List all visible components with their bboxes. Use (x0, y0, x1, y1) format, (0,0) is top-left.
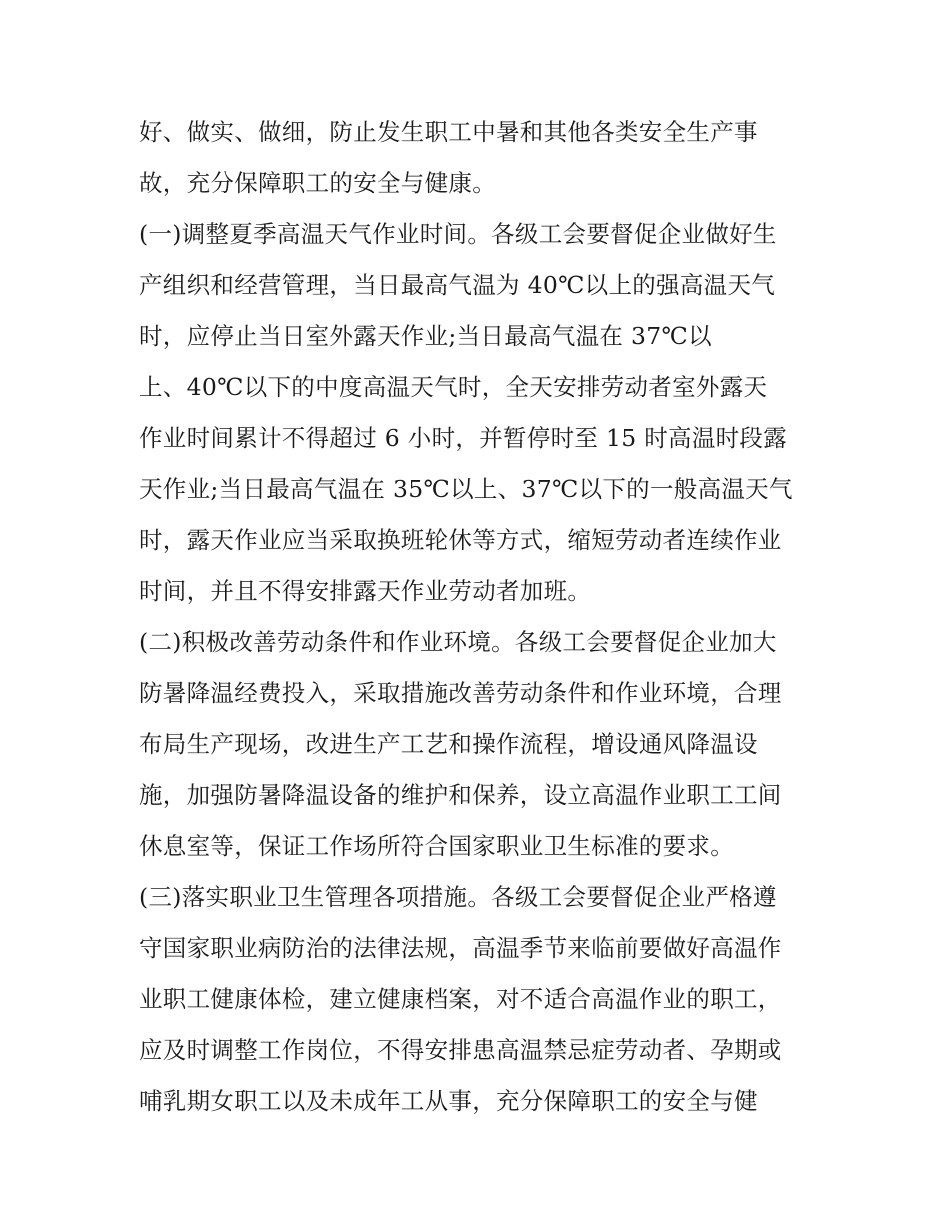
text-line: 布局生产现场，改进生产工艺和操作流程，增设通风降温设 (139, 730, 758, 758)
text-line: 应及时调整工作岗位，不得安排患高温禁忌症劳动者、孕期或 (139, 1036, 782, 1064)
text-line: 防暑降温经费投入，采取措施改善劳动条件和作业环境，合理 (139, 679, 782, 707)
section-3-heading-line: (三)落实职业卫生管理各项措施。各级工会要督促企业严格遵 (139, 883, 777, 911)
text-line: 时，露天作业应当采取换班轮休等方式，缩短劳动者连续作业 (139, 526, 782, 554)
text-line: 时，应停止当日室外露天作业;当日最高气温在 37℃以 (139, 322, 712, 350)
text-line: 业职工健康体检，建立健康档案，对不适合高温作业的职工， (139, 985, 782, 1013)
text-line: 天作业;当日最高气温在 35℃以上、37℃以下的一般高温天气 (139, 475, 793, 503)
text-line: 守国家职业病防治的法律法规，高温季节来临前要做好高温作 (139, 934, 782, 962)
text-line: 故，充分保障职工的安全与健康。 (139, 169, 496, 197)
text-line: 上、40℃以下的中度高温天气时，全天安排劳动者室外露天 (139, 373, 768, 401)
text-line: 休息室等，保证工作场所符合国家职业卫生标准的要求。 (139, 832, 734, 860)
text-line: 好、做实、做细，防止发生职工中暑和其他各类安全生产事 (139, 118, 758, 146)
section-1-heading-line: (一)调整夏季高温天气作业时间。各级工会要督促企业做好生 (139, 220, 777, 248)
text-line: 哺乳期女职工以及未成年工从事，充分保障职工的安全与健 (139, 1087, 758, 1115)
text-line: 作业时间累计不得超过 6 小时，并暂停时至 15 时高温时段露 (139, 424, 788, 452)
text-line: 产组织和经营管理，当日最高气温为 40℃以上的强高温天气 (139, 271, 776, 299)
body-text (139, 107, 819, 1127)
text-line: 时间，并且不得安排露天作业劳动者加班。 (139, 577, 592, 605)
section-2-heading-line: (二)积极改善劳动条件和作业环境。各级工会要督促企业加大 (139, 628, 777, 656)
text-line: 施，加强防暑降温设备的维护和保养，设立高温作业职工工间 (139, 781, 782, 809)
